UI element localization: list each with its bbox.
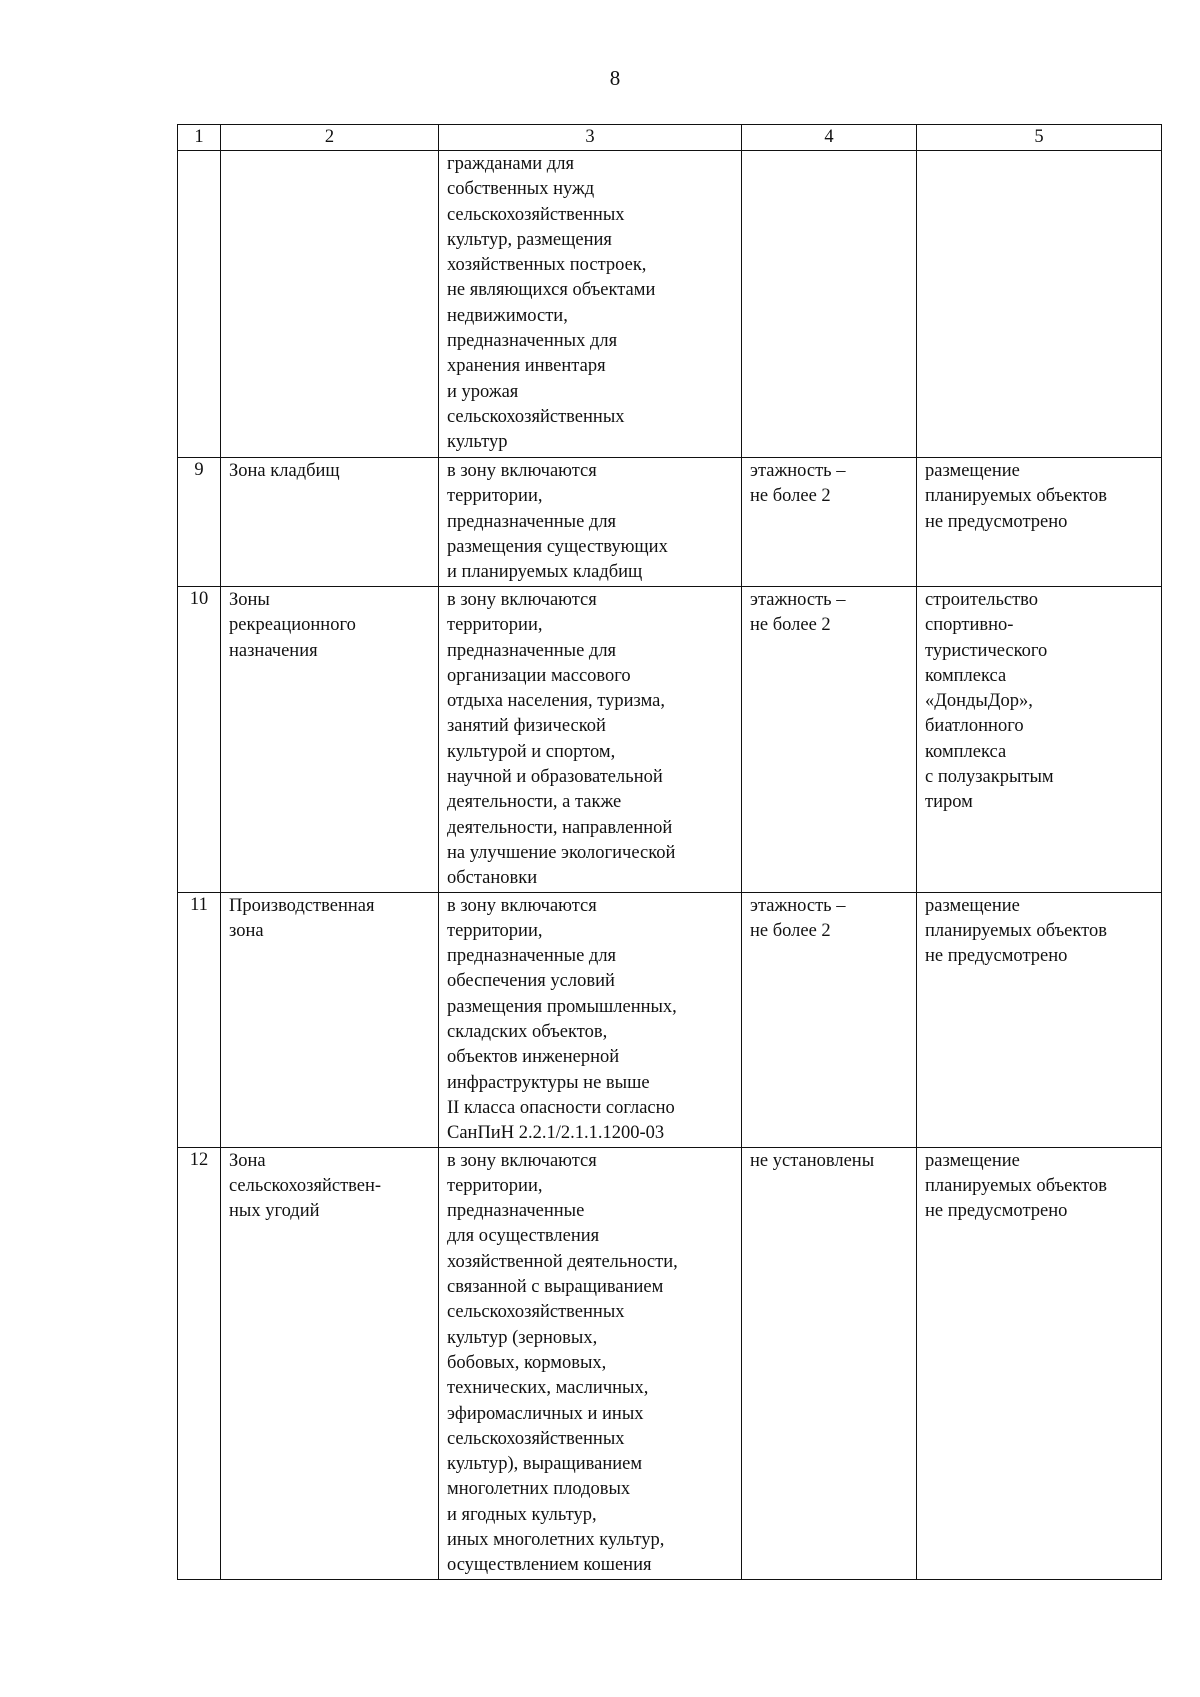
- table-row: [178, 151, 1162, 458]
- table-row: [178, 587, 1162, 893]
- column-header: 1: [178, 125, 221, 151]
- column-header: 3: [439, 125, 742, 151]
- planned-objects: размещение планируемых объектов не предусмотрено: [917, 892, 1162, 1147]
- table-row: [178, 892, 1162, 1147]
- table-row: [178, 1147, 1162, 1579]
- column-header: 2: [221, 125, 439, 151]
- zone-parameters: не установлены: [742, 1147, 917, 1579]
- planned-objects: [917, 151, 1162, 458]
- row-number: 11: [178, 892, 221, 1147]
- table-header-row: [178, 125, 1162, 151]
- planned-objects: размещение планируемых объектов не предусмотрено: [917, 458, 1162, 587]
- zone-parameters: этажность – не более 2: [742, 892, 917, 1147]
- zone-name: Зоны рекреационного назначения: [221, 587, 439, 893]
- zone-name: Зона сельскохозяйствен- ных угодий: [221, 1147, 439, 1579]
- column-header: 4: [742, 125, 917, 151]
- zone-description: гражданами для собственных нужд сельскохозяйственных культур, размещения хозяйственных построек, не являющихся объектами недвижимости, предназначенных для хранения инвентаря и урожая сельскохозяйственных культур: [439, 151, 742, 458]
- zones-table: [177, 124, 1162, 1580]
- zone-description: в зону включаются территории, предназначенные для обеспечения условий размещения промышленных, складских объектов, объектов инженерной инфраструктуры не выше II класса опасности согласно СанПиН 2.2.1/2.1.1.1200-03: [439, 892, 742, 1147]
- page-number: 8: [609, 66, 621, 90]
- table-row: [178, 458, 1162, 587]
- row-number: 10: [178, 587, 221, 893]
- zone-parameters: этажность – не более 2: [742, 458, 917, 587]
- zone-description: в зону включаются территории, предназначенные для размещения существующих и планируемых кладбищ: [439, 458, 742, 587]
- row-number: 9: [178, 458, 221, 587]
- planned-objects: размещение планируемых объектов не предусмотрено: [917, 1147, 1162, 1579]
- zone-parameters: [742, 151, 917, 458]
- zone-name: Зона кладбищ: [221, 458, 439, 587]
- zone-description: в зону включаются территории, предназначенные для организации массового отдыха населения, туризма, занятий физической культурой и спортом, научной и образовательной деятельности, а также деятельности, направленной на улучшение экологической обстановки: [439, 587, 742, 893]
- row-number: [178, 151, 221, 458]
- column-header: 5: [917, 125, 1162, 151]
- zone-name: [221, 151, 439, 458]
- row-number: 12: [178, 1147, 221, 1579]
- zone-name: Производственная зона: [221, 892, 439, 1147]
- planned-objects: строительство спортивно- туристического комплекса «ДондыДор», биатлонного комплекса с полузакрытым тиром: [917, 587, 1162, 893]
- zone-parameters: этажность – не более 2: [742, 587, 917, 893]
- zone-description: в зону включаются территории, предназначенные для осуществления хозяйственной деятельности, связанной с выращиванием сельскохозяйственных культур (зерновых, бобовых, кормовых, технических, масличных, эфиромасличных и иных сельскохозяйственных культур), выращиванием многолетних плодовых и ягодных культур, иных многолетних культур, осуществлением кошения: [439, 1147, 742, 1579]
